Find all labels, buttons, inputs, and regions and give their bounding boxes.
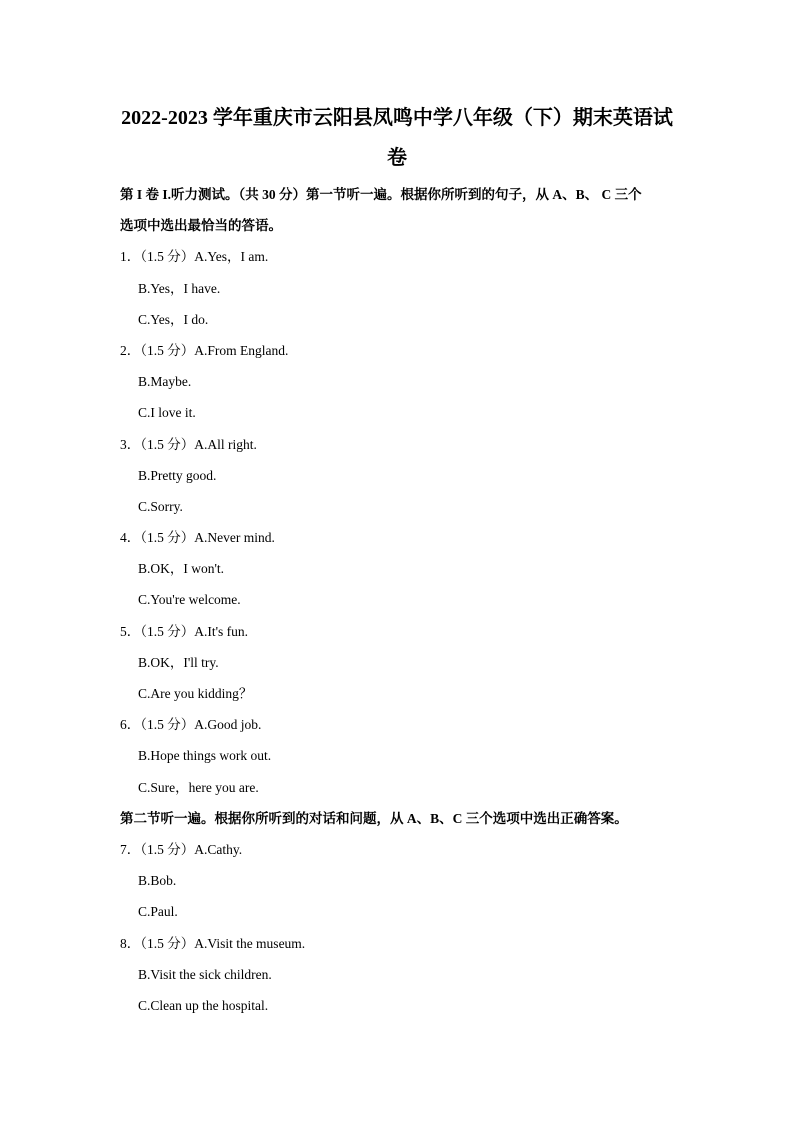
question-8-stem: 8．（1.5 分）A.Visit the museum. <box>120 936 306 951</box>
question-7-option-c: C.Paul. <box>138 904 178 919</box>
question-4-option-c: C.You're welcome. <box>138 592 241 607</box>
exam-title-line-1: 2022-2023 学年重庆市云阳县凤鸣中学八年级（下）期末英语试 <box>121 107 673 129</box>
question-8-option-b: B.Visit the sick children. <box>138 967 272 982</box>
question-2-option-c: C.I love it. <box>138 405 196 420</box>
question-6-option-c: C.Sure，here you are. <box>138 780 259 795</box>
section-1-instruction-line-1: 第 I 卷 I.听力测试。（共 30 分）第一节听一遍。根据你所听到的句子，从 A、B、 C 三个 <box>120 187 642 202</box>
question-5-option-b: B.OK，I'll try. <box>138 655 219 670</box>
question-7-option-b: B.Bob. <box>138 873 177 888</box>
question-1-option-b: B.Yes，I have. <box>138 281 221 296</box>
question-6-stem: 6．（1.5 分）A.Good job. <box>120 717 262 732</box>
question-5-option-c: C.Are you kidding？ <box>138 686 253 701</box>
question-6-option-b: B.Hope things work out. <box>138 748 272 763</box>
exam-title-line-2: 卷 <box>387 147 407 169</box>
question-1-stem: 1．（1.5 分）A.Yes，I am. <box>120 249 269 264</box>
question-5-stem: 5．（1.5 分）A.It's fun. <box>120 624 249 639</box>
question-3-option-b: B.Pretty good. <box>138 468 217 483</box>
section-2-instruction: 第二节听一遍。根据你所听到的对话和问题，从 A、B、C 三个选项中选出正确答案。 <box>120 811 628 826</box>
section-1-instruction-line-2: 选项中选出最恰当的答语。 <box>120 218 282 233</box>
question-4-option-b: B.OK，I won't. <box>138 561 225 576</box>
question-3-option-c: C.Sorry. <box>138 499 183 514</box>
question-3-stem: 3．（1.5 分）A.All right. <box>120 437 257 452</box>
question-7-stem: 7．（1.5 分）A.Cathy. <box>120 842 243 857</box>
question-8-option-c: C.Clean up the hospital. <box>138 998 269 1013</box>
question-1-option-c: C.Yes，I do. <box>138 312 209 327</box>
question-2-stem: 2．（1.5 分）A.From England. <box>120 343 289 358</box>
question-2-option-b: B.Maybe. <box>138 374 192 389</box>
question-4-stem: 4．（1.5 分）A.Never mind. <box>120 530 275 545</box>
